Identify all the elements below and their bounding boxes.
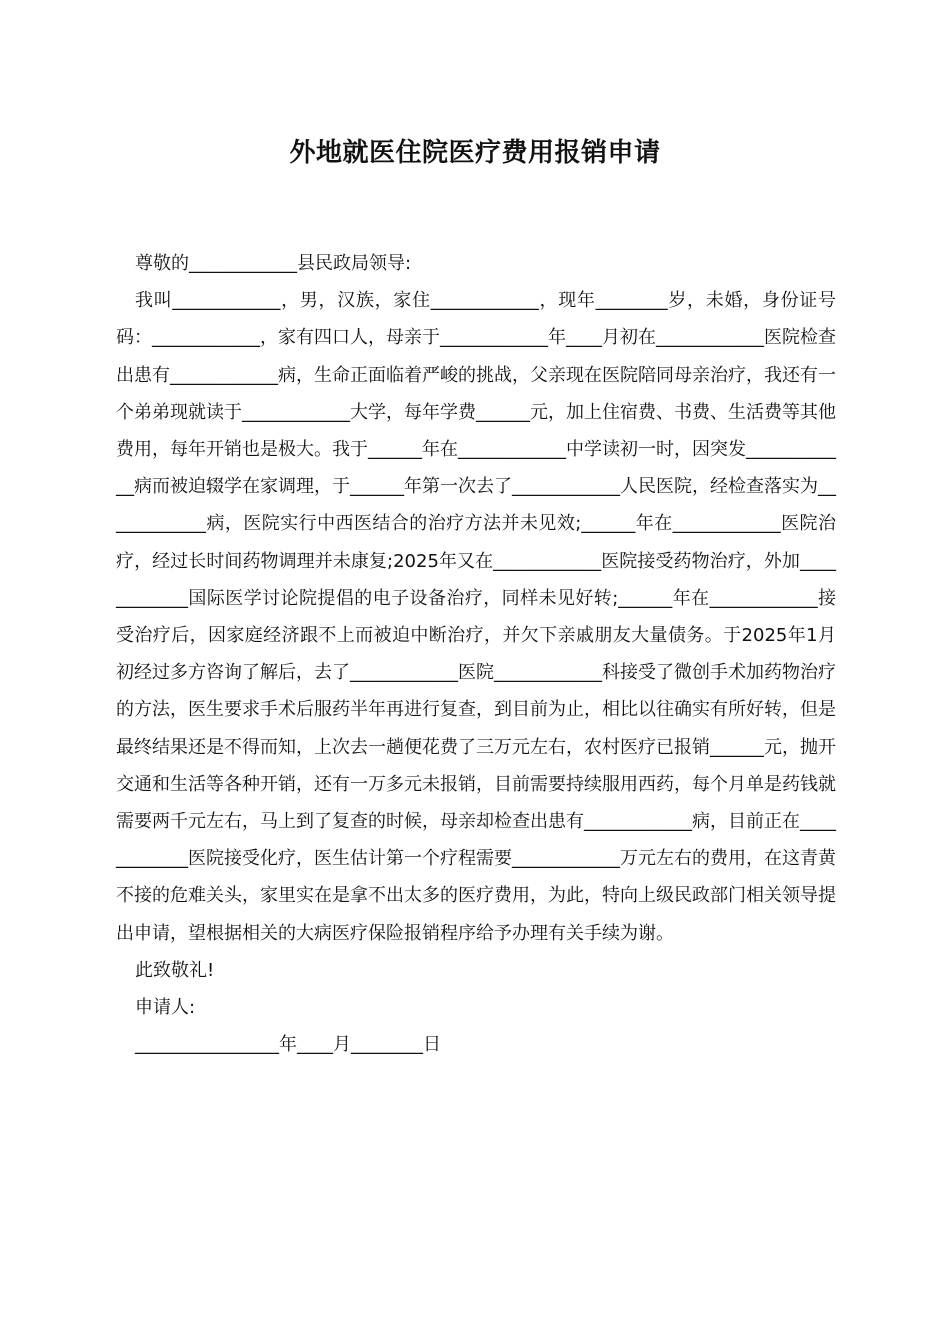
document-body xyxy=(116,245,836,1063)
applicant-line: 申请人: xyxy=(135,997,196,1019)
document-title: 外地就医住院医疗费用报销申请 xyxy=(289,138,661,168)
closing-line: 此致敬礼! xyxy=(135,959,215,981)
main-paragraph: 我叫____________，男，汉族，家住____________，现年________岁，未婚，身份证号码：____________，家有四口人，母亲于____________年____月初在____________医院检查出患有____________病，生命正面临着严峻的挑战，父亲现在医院陪同母亲治疗，我还有一个弟弟现就读于____________大学，每年学费______元，加上住宿费、书费、生活费等其他费用，每年开销也是极大。我于______年在____________中学读初一时，因突发____________病而被迫辍学在家调理，于______年第一次去了____________人民医院，经检查落实为____________病，医院实行中西医结合的治疗方法并未见效;______年在____________医院治疗，经过长时间药物调理并未康复;2025年又在____________医院接受药物治疗，外加____________国际医学讨论院提倡的电子设备治疗，同样未见好转;______年在____________接受治疗后，因家庭经济跟不上而被迫中断治疗，并欠下亲戚朋友大量债务。于2025年1月初经过多方咨询了解后，去了____________医院____________科接受了微创手术加药物治疗的方法，医生要求手术后服药半年再进行复查，到目前为止，相比以往确实有所好转，但是最终结果还是不得而知，上次去一趟便花费了三万元左右，农村医疗已报销______元，抛开交通和生活等各种开销，还有一万多元未报销，目前需要持续服用西药，每个月单是药钱就需要两千元左右，马上到了复查的时候，母亲却检查出患有____________病，目前正在____________医院接受化疗，医生估计第一个疗程需要____________万元左右的费用，在这青黄不接的危难关头，家里实在是拿不出太多的医疗费用，为此，特向上级民政部门相关领导提出申请，望根据相关的大病医疗保险报销程序给予办理有关手续为谢。 xyxy=(116,290,836,944)
date-line: ________________年____月________日 xyxy=(135,1034,441,1056)
salutation-line: 尊敬的____________县民政局领导: xyxy=(135,253,412,274)
